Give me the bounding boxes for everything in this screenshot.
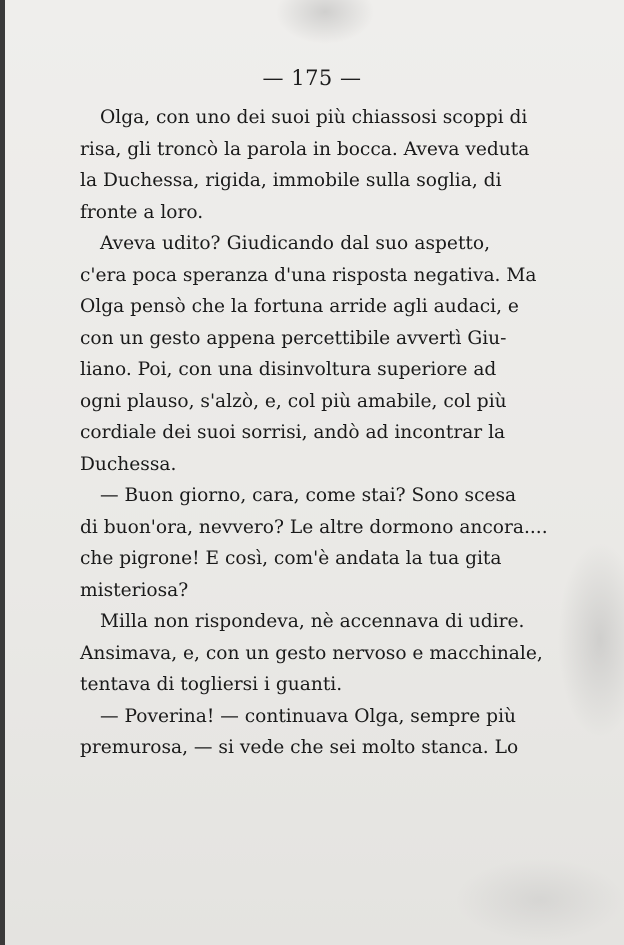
text-line: cordiale dei suoi sorrisi, andò ad incontrar la — [80, 422, 506, 443]
text-line: con un gesto appena percettibile avvertì Giu- — [80, 327, 507, 349]
text-line: risa, gli troncò la parola in bocca. Aveva veduta — [80, 138, 530, 160]
text-line: fronte a loro. — [80, 201, 204, 223]
text-line: Milla non rispondeva, nè accennava di udire. — [100, 611, 525, 632]
text-line: che pigrone! E così, com'è andata la tua gita — [80, 548, 502, 569]
text-line: Ansimava, e, con un gesto nervoso e macchinale, — [80, 642, 543, 664]
paragraph-2 — [80, 228, 537, 480]
text-line: Olga, con uno dei suoi più chiassosi scoppi di — [100, 107, 528, 128]
text-line: liano. Poi, con una disinvoltura superiore ad — [80, 359, 497, 380]
paragraph-1 — [80, 102, 530, 228]
text-line: misteriosa? — [80, 579, 189, 601]
paragraph-3 — [80, 480, 548, 606]
text-line: di buon'ora, nevvero? Le altre dormono ancora.... — [80, 516, 548, 538]
text-line: — Buon giorno, cara, come stai? Sono scesa — [100, 485, 517, 506]
text-line: Duchessa. — [80, 453, 177, 475]
paragraph-5 — [80, 701, 519, 764]
text-line: ogni plauso, s'alzò, e, col più amabile, col più — [80, 390, 507, 412]
text-line: Aveva udito? Giudicando dal suo aspetto, — [100, 233, 490, 254]
page-spine-edge — [0, 0, 5, 945]
text-line: Olga pensò che la fortuna arride agli audaci, e — [80, 296, 519, 317]
page-number: — 175 — — [262, 66, 362, 90]
text-line: — Poverina! — continuava Olga, sempre più — [100, 705, 516, 727]
text-line: premurosa, — si vede che sei molto stanca. Lo — [80, 737, 519, 758]
text-line: la Duchessa, rigida, immobile sulla soglia, di — [80, 170, 502, 191]
text-line: tentava di togliersi i guanti. — [80, 674, 343, 695]
text-line: c'era poca speranza d'una risposta negativa. Ma — [80, 264, 537, 286]
body-text — [80, 102, 548, 764]
paragraph-4 — [80, 606, 543, 701]
